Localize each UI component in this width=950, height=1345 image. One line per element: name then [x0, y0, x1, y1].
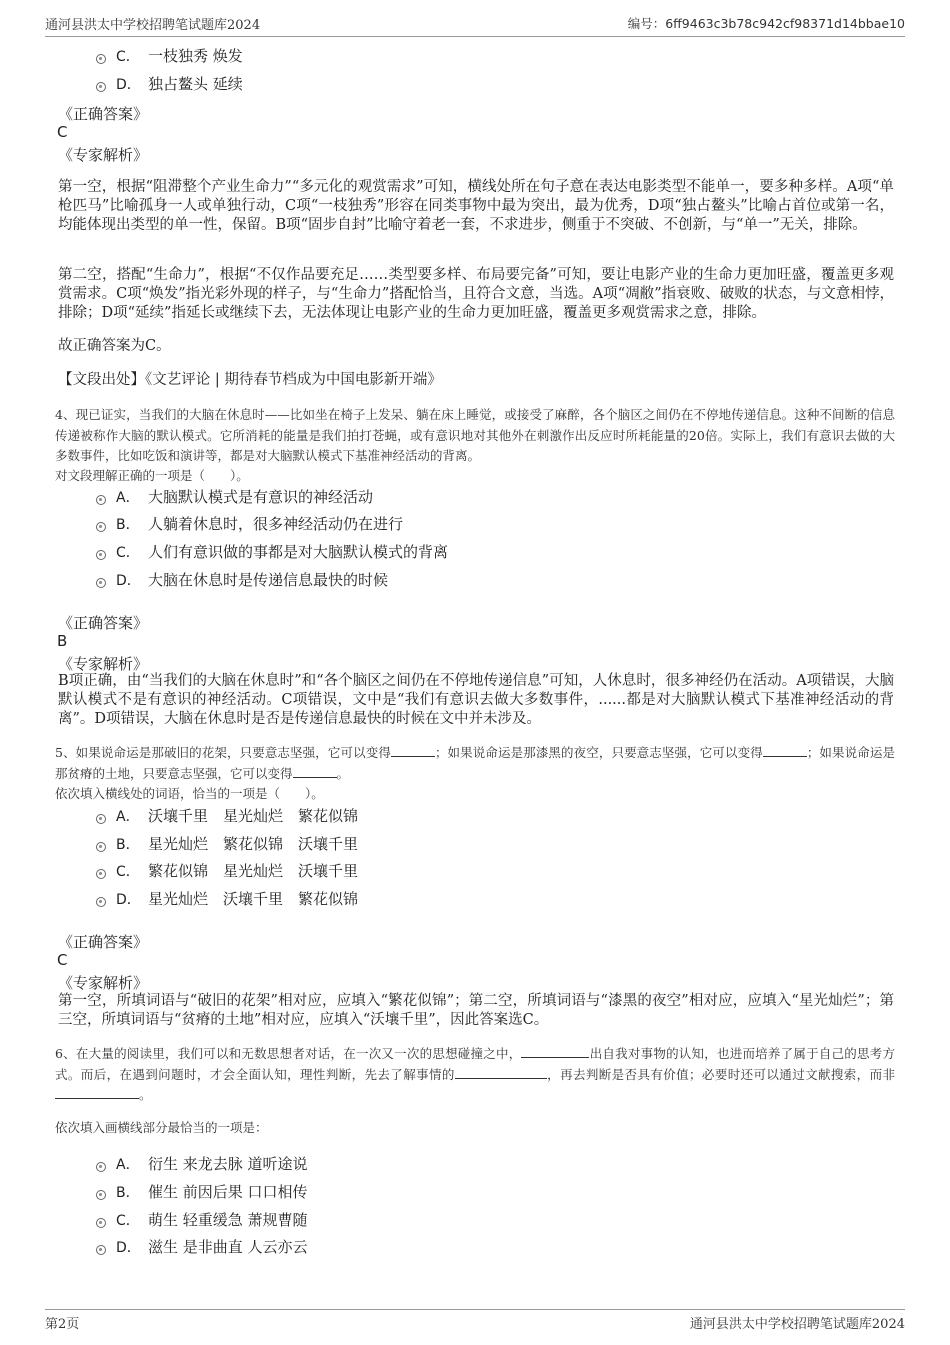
q5-option-c[interactable]: C． 繁花似锦 星光灿烂 沃壤千里 — [96, 860, 358, 882]
q6-option-c[interactable]: C． 萌生 轻重缓急 萧规曹随 — [96, 1209, 308, 1231]
q3-option-d[interactable]: D． 独占鳌头 延续 — [96, 73, 243, 95]
radio-icon[interactable] — [96, 522, 106, 532]
q5-analysis: 第一空，所填词语与“破旧的花架”相对应，应填入“繁花似锦”；第二空，所填词语与“漆黑的夜空”相对应，应填入“星光灿烂”；第三空，所填词语与“贫瘠的土地”相对应，应填入“沃壤千里”，因此答案选C。 — [58, 993, 894, 1028]
blank-line — [55, 1086, 139, 1099]
q6-stem: 6、在大量的阅读里，我们可以和无数思想者对话，在一次又一次的思想碰撞之中， 出自我对事物的认知，也进而培养了属于自己的思考方式。而后，在遇到问题时，才会全面认知，理性判断，先去了解事情的 ，再去判断是否具有价值；必要时还可以通过文献搜索，而非。 — [55, 1046, 895, 1102]
q6-option-a[interactable]: A． 衍生 来龙去脉 道听途说 — [96, 1153, 308, 1175]
q3-analysis-paragraph-2: 第二空，搭配“生命力”，根据“不仅作品要充足……类型要多样、布局要完备”可知，要让电影产业的生命力更加旺盛，覆盖更多观赏需求。C项“焕发”指光彩外现的样子，与“生命力”搭配恰当，且符合文意，当选。A项“凋敝”指衰败、破败的状态，与文意相悖，排除；D项“延续”指延长或继续下去，无法体现让电影产业的生命力更加旺盛，覆盖更多观赏需求之意，排除。 — [58, 267, 894, 321]
radio-icon[interactable] — [96, 814, 106, 824]
q4-prompt: 对文段理解正确的一项是（ ）。 — [55, 468, 249, 483]
q3-source: 【文段出处】《文艺评论 | 期待春节档成为中国电影新开端》 — [58, 372, 442, 388]
q6-prompt: 依次填入画横线部分最恰当的一项是： — [55, 1120, 268, 1135]
blank-line — [521, 1045, 589, 1058]
page-header — [45, 14, 905, 34]
radio-icon[interactable] — [96, 578, 106, 588]
q3-answer-label: 《正确答案》 — [58, 105, 149, 123]
radio-icon[interactable] — [96, 82, 106, 92]
q4-option-b[interactable]: B． 人躺着休息时，很多神经活动仍在进行 — [96, 513, 403, 535]
q5-option-d[interactable]: D． 星光灿烂 沃壤千里 繁花似锦 — [96, 888, 358, 910]
q5-prompt: 依次填入横线处的词语，恰当的一项是（ ）。 — [55, 786, 324, 801]
q3-analysis-paragraph-1: 第一空，根据“阻滞整个产业生命力”“多元化的观赏需求”可知，横线处所在句子意在表达电影类型不能单一，要多种多样。A项“单枪匹马”比喻孤身一人或单独行动，C项“一枝独秀”形容在同类事物中最为突出，最为优秀，D项“独占鳌头”比喻占首位或第一名，均能体现出类型的单一性，保留。B项“固步自封”比喻守着老一套，不求进步，侧重于不突破、不创新，与“单一”无关，排除。 — [58, 179, 894, 233]
footer-divider — [45, 1309, 905, 1310]
q4-analysis-label: 《专家解析》 — [58, 655, 149, 673]
radio-icon[interactable] — [96, 842, 106, 852]
blank-line — [763, 744, 807, 757]
q3-answer-value: C — [57, 123, 68, 141]
q6-option-d[interactable]: D． 滋生 是非曲直 人云亦云 — [96, 1236, 308, 1258]
q4-analysis: B项正确，由“当我们的大脑在休息时”和“各个脑区之间仍在不停地传递信息”可知，人休息时，很多神经仍在活动。A项错误，大脑默认模式不是有意识的神经活动。C项错误，文中是“我们有意识去做大多数事件，......都是对大脑默认模式下基准神经活动的背离”。D项错误，大脑在休息时是否是传递信息最快的时候在文中并未涉及。 — [58, 673, 894, 727]
q4-answer-label: 《正确答案》 — [58, 614, 149, 632]
radio-icon[interactable] — [96, 1190, 106, 1200]
header-serial-number: 编号：6ff9463c3b78c942cf98371d14bbae10 — [627, 16, 905, 31]
q5-option-b[interactable]: B． 星光灿烂 繁花似锦 沃壤千里 — [96, 833, 358, 855]
header-divider — [45, 36, 905, 37]
q3-option-c[interactable]: C． 一枝独秀 焕发 — [96, 45, 243, 67]
radio-icon[interactable] — [96, 550, 106, 560]
q4-stem: 4、现已证实，当我们的大脑在休息时——比如坐在椅子上发呆、躺在床上睡觉，或接受了麻醉，各个脑区之间仍在不停地传递信息。这种不间断的信息传递被称作大脑的默认模式。它所消耗的能量是我们拍打苍蝇，或有意识地对其他外在刺激作出反应时所耗能量的20倍。实际上，我们有意识去做的大多数事件，比如吃饭和演讲等，都是对大脑默认模式下基准神经活动的背离。 — [55, 407, 895, 463]
page-footer — [45, 1313, 905, 1333]
radio-icon[interactable] — [96, 54, 106, 64]
blank-line — [455, 1066, 547, 1079]
radio-icon[interactable] — [96, 897, 106, 907]
q4-option-d[interactable]: D． 大脑在休息时是传递信息最快的时候 — [96, 569, 388, 591]
footer-title: 通河县洪太中学校招聘笔试题库2024 — [689, 1317, 905, 1332]
radio-icon[interactable] — [96, 495, 106, 505]
q5-answer-value: C — [57, 951, 68, 969]
q4-option-c[interactable]: C． 人们有意识做的事都是对大脑默认模式的背离 — [96, 541, 448, 563]
q3-analysis-label: 《专家解析》 — [58, 146, 149, 164]
q5-option-a[interactable]: A． 沃壤千里 星光灿烂 繁花似锦 — [96, 805, 358, 827]
q5-answer-label: 《正确答案》 — [58, 933, 149, 951]
q6-option-b[interactable]: B． 催生 前因后果 口口相传 — [96, 1181, 308, 1203]
header-title: 通河县洪太中学校招聘笔试题库2024 — [45, 18, 261, 33]
q4-answer-value: B — [57, 632, 68, 650]
page-number: 第2页 — [45, 1317, 80, 1332]
radio-icon[interactable] — [96, 1218, 106, 1228]
q5-analysis-label: 《专家解析》 — [58, 974, 149, 992]
radio-icon[interactable] — [96, 1162, 106, 1172]
blank-line — [391, 744, 435, 757]
q4-option-a[interactable]: A． 大脑默认模式是有意识的神经活动 — [96, 486, 373, 508]
radio-icon[interactable] — [96, 1245, 106, 1255]
q5-stem: 5、如果说命运是那破旧的花架，只要意志坚强，它可以变得 ；如果说命运是那漆黑的夜空，只要意志坚强，它可以变得 ；如果说命运是那贫瘠的土地，只要意志坚强，它可以变得 。 — [55, 745, 895, 781]
q3-conclusion: 故正确答案为C。 — [58, 338, 171, 354]
blank-line — [293, 765, 337, 778]
radio-icon[interactable] — [96, 869, 106, 879]
